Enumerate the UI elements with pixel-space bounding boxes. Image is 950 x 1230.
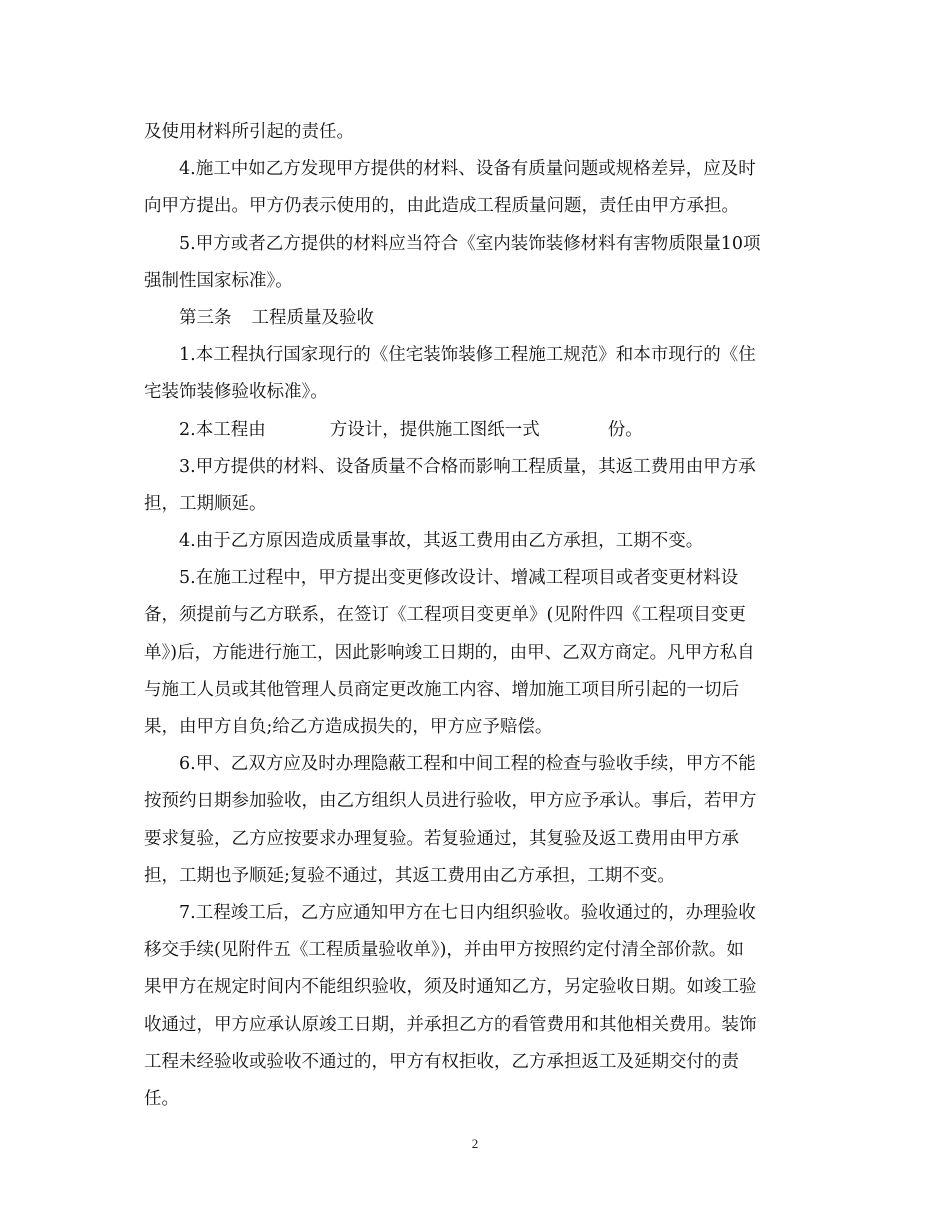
text-line: 强制性国家标准》。 [144, 270, 293, 291]
text-line: 5.在施工过程中，甲方提出变更修改设计、增减工程项目或者变更材料设 [179, 568, 739, 589]
text-line: 宅装饰装修验收标准》。 [144, 382, 328, 403]
section-heading [144, 300, 814, 337]
text-line: 7.工程竣工后，乙方应通知甲方在七日内组织验收。验收通过的，办理验收 [179, 902, 756, 923]
text-line: 备，须提前与乙方联系，在签订《工程项目变更单》(见附件四《工程项目变更 [144, 605, 746, 626]
clause-2-part3: 份。 [607, 419, 643, 440]
document-body [144, 114, 814, 1118]
clause-2-part2: 方设计，提供施工图纸一式 [329, 419, 540, 440]
clause-2-part1: 2.本工程由 [179, 419, 266, 440]
text-line: 工程未经验收或验收不通过的，甲方有权拒收，乙方承担返工及延期交付的责 [144, 1051, 739, 1072]
text-line: 果甲方在规定时间内不能组织验收，须及时通知乙方，另定验收日期。如竣工验 [144, 977, 757, 998]
clause-2-line [144, 412, 814, 449]
text-line: 4.施工中如乙方发现甲方提供的材料、设备有质量问题或规格差异，应及时 [179, 159, 756, 180]
text-line: 担，工期也予顺延;复验不通过，其返工费用由乙方承担，工期不变。 [144, 865, 675, 886]
text-line: 任。 [144, 1088, 179, 1109]
text-line: 向甲方提出。甲方仍表示使用的，由此造成工程质量问题，责任由甲方承担。 [144, 196, 739, 217]
text-line: 与施工人员或其他管理人员商定更改施工内容、增加施工项目所引起的一切后 [144, 679, 739, 700]
text-line: 收通过，甲方应承认原竣工日期，并承担乙方的看管费用和其他相关费用。装饰 [144, 1014, 757, 1035]
text-line: 单》)后，方能进行施工，因此影响竣工日期的，由甲、乙双方商定。凡甲方私自 [144, 642, 755, 663]
section-title: 工程质量及验收 [251, 307, 374, 328]
text-line: 担，工期顺延。 [144, 493, 267, 514]
text-line: 3.甲方提供的材料、设备质量不合格而影响工程质量，其返工费用由甲方承 [179, 456, 756, 477]
text-line: 4.由于乙方原因造成质量事故，其返工费用由乙方承担，工期不变。 [179, 531, 704, 552]
text-line: 果，由甲方自负;给乙方造成损失的，甲方应予赔偿。 [144, 717, 553, 737]
text-line: 1.本工程执行国家现行的《住宅装饰装修工程施工规范》和本市现行的《住 [179, 345, 756, 366]
page-number: 2 [471, 1136, 479, 1151]
text-line: 按预约日期参加验收，由乙方组织人员进行验收，甲方应予承认。事后，若甲方 [144, 791, 757, 812]
text-line: 5.甲方或者乙方提供的材料应当符合《室内装饰装修材料有害物质限量10项 [179, 233, 761, 254]
text-line: 6.甲、乙双方应及时办理隐蔽工程和中间工程的检查与验收手续，甲方不能 [179, 754, 756, 775]
text-line: 要求复验，乙方应按要求办理复验。若复验通过，其复验及返工费用由甲方承 [144, 828, 739, 849]
text-line: 移交手续(见附件五《工程质量验收单》)，并由甲方按照约定付清全部价款。如 [144, 940, 744, 961]
text-line: 及使用材料所引起的责任。 [144, 122, 354, 142]
section-number: 第三条 [179, 307, 232, 328]
